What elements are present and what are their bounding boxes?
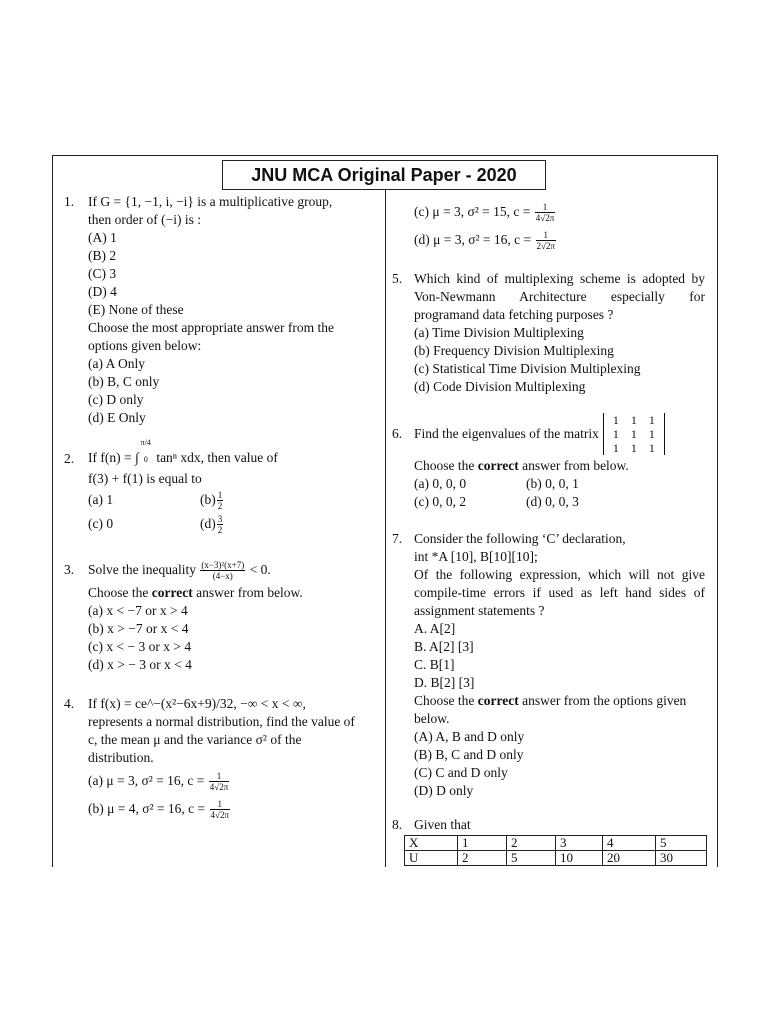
option-c: (c) 0 xyxy=(88,516,114,531)
instruction: below. xyxy=(414,711,450,726)
question-text: Von-Newmann Architecture especially for xyxy=(414,289,705,304)
question-text: distribution. xyxy=(88,750,154,765)
data-table xyxy=(404,835,707,866)
fraction-numerator: 1 xyxy=(217,490,223,501)
fraction-denominator: 2√2π xyxy=(536,241,555,252)
question-text: then order of (−i) is : xyxy=(88,212,201,227)
table-cell: 1 xyxy=(458,836,507,851)
option-d: (d) xyxy=(200,516,216,531)
table-row xyxy=(405,851,707,866)
option: (c) Statistical Time Division Multiplexing xyxy=(414,361,641,376)
answer-option: (C) C and D only xyxy=(414,765,508,780)
question-number: 2. xyxy=(64,451,75,466)
instruction-emphasis: correct xyxy=(477,458,519,473)
option: (B) 2 xyxy=(88,248,117,263)
option: (A) 1 xyxy=(88,230,117,245)
option: (d) x > − 3 or x < 4 xyxy=(88,657,192,672)
question-6 xyxy=(392,411,707,511)
instruction: answer from below. xyxy=(518,458,629,473)
option-c: (c) μ = 3, σ² = 15, c = xyxy=(414,204,531,219)
instruction: options given below: xyxy=(88,338,202,353)
option-d: (d) μ = 3, σ² = 16, c = xyxy=(414,232,532,247)
answer-option: (b) B, C only xyxy=(88,374,160,389)
instruction: Choose the xyxy=(414,458,478,473)
instruction: Choose the most appropriate answer from the xyxy=(88,320,334,335)
question-text: If f(x) = ce^−(x²−6x+9)/32, −∞ < x < ∞, xyxy=(88,696,306,711)
option: (d) 0, 0, 3 xyxy=(526,494,579,509)
question-number: 1. xyxy=(64,194,75,209)
fraction-denominator: 4√2π xyxy=(210,810,229,821)
option: (b) 0, 0, 1 xyxy=(526,476,579,491)
statement-item: C. B[1] xyxy=(414,657,455,672)
question-text: Which kind of multiplexing scheme is adopted by xyxy=(414,271,705,286)
question-text: If f(n) = ∫ xyxy=(88,450,139,465)
table-cell: 3 xyxy=(556,836,603,851)
page-title: JNU MCA Original Paper - 2020 xyxy=(222,160,546,190)
answer-option: (c) D only xyxy=(88,392,144,407)
instruction: answer from below. xyxy=(192,585,303,600)
fraction-numerator: 1 xyxy=(535,202,555,213)
table-cell: U xyxy=(405,851,458,866)
matrix-cell: 1 xyxy=(630,413,637,427)
column-divider xyxy=(385,190,386,867)
fraction-denominator: (4−x) xyxy=(212,571,233,582)
option: (a) Time Division Multiplexing xyxy=(414,325,584,340)
question-text: Solve the inequality xyxy=(88,562,196,577)
answer-option: (B) B, C and D only xyxy=(414,747,524,762)
table-row xyxy=(405,836,707,851)
option: (a) 0, 0, 0 xyxy=(414,476,467,491)
question-text: programand data fetching purposes ? xyxy=(414,307,614,322)
question-text: Of the following expression, which will not give xyxy=(414,567,705,582)
option: (d) Code Division Multiplexing xyxy=(414,379,586,394)
instruction-emphasis: correct xyxy=(151,585,193,600)
fraction-numerator: 1 xyxy=(209,771,229,782)
matrix-cell: 1 xyxy=(648,441,655,455)
table-cell: 5 xyxy=(656,836,707,851)
option: (E) None of these xyxy=(88,302,184,317)
fraction-denominator: 4√2π xyxy=(209,782,229,793)
integral-upper-limit: π/4 xyxy=(140,437,151,447)
instruction: Choose the xyxy=(88,585,152,600)
question-number: 3. xyxy=(64,562,75,577)
question-4-continued xyxy=(414,198,709,254)
matrix-cell: 1 xyxy=(648,427,655,441)
option: (c) x < − 3 or x > 4 xyxy=(88,639,192,654)
matrix-cell: 1 xyxy=(630,441,637,455)
matrix-cell: 1 xyxy=(612,441,619,455)
table-cell: 10 xyxy=(556,851,603,866)
question-text: represents a normal distribution, find the value of xyxy=(88,714,355,729)
integral-lower-limit: 0 xyxy=(143,454,148,464)
matrix xyxy=(603,413,665,455)
answer-option: (D) D only xyxy=(414,783,474,798)
table-cell: 5 xyxy=(507,851,556,866)
answer-option: (d) E Only xyxy=(88,410,146,425)
table-cell: 20 xyxy=(603,851,656,866)
answer-option: (a) A Only xyxy=(88,356,145,371)
option: (c) 0, 0, 2 xyxy=(414,494,467,509)
question-number: 5. xyxy=(392,271,403,286)
table-cell: 4 xyxy=(603,836,656,851)
question-text: Given that xyxy=(414,817,471,832)
question-text: Find the eigenvalues of the matrix xyxy=(414,426,599,441)
option: (D) 4 xyxy=(88,284,117,299)
matrix-cell: 1 xyxy=(648,413,655,427)
question-number: 7. xyxy=(392,531,403,546)
matrix-cell: 1 xyxy=(612,427,619,441)
table-cell: X xyxy=(405,836,458,851)
frame-left-border xyxy=(52,155,53,867)
instruction: answer from the options given xyxy=(518,693,687,708)
fraction-numerator: 3 xyxy=(217,514,223,525)
instruction-emphasis: correct xyxy=(477,693,519,708)
statement-item: B. A[2] [3] xyxy=(414,639,474,654)
fraction-denominator: 2 xyxy=(217,525,223,536)
table-cell: 2 xyxy=(458,851,507,866)
frame-right-border xyxy=(717,155,718,867)
question-text: If G = {1, −1, i, −i} is a multiplicative group, xyxy=(88,194,333,209)
question-text: int *A [10], B[10][10]; xyxy=(414,549,538,564)
question-text: assignment statements ? xyxy=(414,603,545,618)
matrix-cell: 1 xyxy=(612,413,619,427)
statement-item: A. A[2] xyxy=(414,621,456,636)
fraction-numerator: 1 xyxy=(536,230,556,241)
fraction-numerator: (x−3)²(x+7) xyxy=(201,560,245,571)
question-text: tanⁿ xdx, then value of xyxy=(156,450,278,465)
question-text: < 0. xyxy=(249,562,271,577)
frame-top-border xyxy=(52,155,718,156)
option-b: (b) μ = 4, σ² = 16, c = xyxy=(88,801,206,816)
statement-item: D. B[2] [3] xyxy=(414,675,475,690)
question-number: 6. xyxy=(392,426,403,441)
table-cell: 30 xyxy=(656,851,707,866)
matrix-cell: 1 xyxy=(630,427,637,441)
question-number: 4. xyxy=(64,696,75,711)
question-text: Consider the following ‘C’ declaration, xyxy=(414,531,626,546)
question-text: f(3) + f(1) is equal to xyxy=(88,471,202,486)
question-text: compile-time errors if used as left hand sides of xyxy=(414,585,705,600)
instruction: Choose the xyxy=(414,693,478,708)
question-text: c, the mean μ and the variance σ² of the xyxy=(88,732,302,747)
fraction-denominator: 2 xyxy=(217,501,223,512)
fraction-numerator: 1 xyxy=(210,799,230,810)
option-b: (b) xyxy=(200,492,216,507)
option-a: (a) μ = 3, σ² = 16, c = xyxy=(88,773,205,788)
table-cell: 2 xyxy=(507,836,556,851)
question-number: 8. xyxy=(392,817,403,832)
answer-option: (A) A, B and D only xyxy=(414,729,525,744)
fraction-denominator: 4√2π xyxy=(535,213,555,224)
option: (b) x > −7 or x < 4 xyxy=(88,621,189,636)
option: (b) Frequency Division Multiplexing xyxy=(414,343,614,358)
option-a: (a) 1 xyxy=(88,492,114,507)
option: (a) x < −7 or x > 4 xyxy=(88,603,188,618)
option: (C) 3 xyxy=(88,266,117,281)
